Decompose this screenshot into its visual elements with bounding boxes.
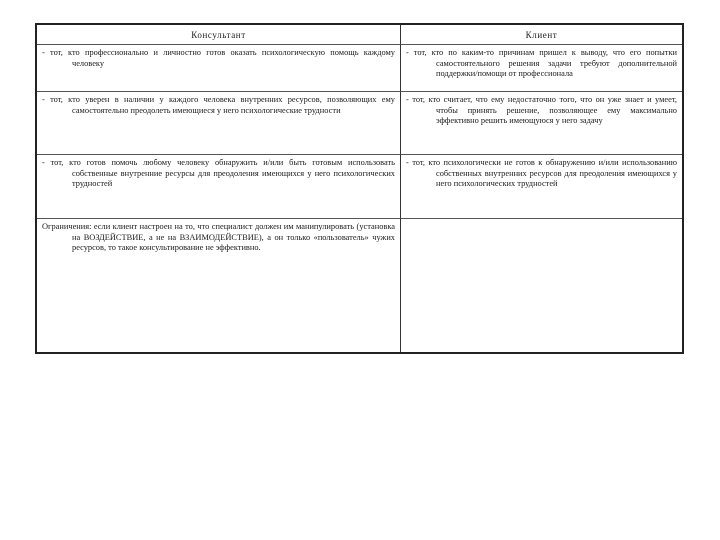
client-text-1: - тот, кто по каким-то причинам пришел к выводу, что его попытки самостоятельного решения задачи требуют дополнительной поддержки/помощи от профессионала	[406, 48, 677, 79]
empty-client-cell	[401, 219, 682, 352]
client-cell-3	[401, 155, 682, 219]
header-consultant: Консультант	[37, 25, 401, 45]
consultant-text-1: - тот, кто профессионально и личностно готов оказать психологическую помощь каждому человеку	[42, 48, 395, 68]
consultant-text-3: - тот, кто готов помочь любому человеку обнаружить и/или быть готовым использовать собственные внутренние ресурсы для преодоления имеющихся у него психологических трудностей	[42, 158, 395, 189]
client-text-3: - тот, кто психологически не готов к обнаружению и/или использованию собственных внутренних ресурсов для преодоления имеющихся у него психологических трудностей	[406, 158, 677, 189]
consultant-cell-1	[37, 45, 401, 92]
consultant-text-2: - тот, кто уверен в наличии у каждого человека внутренних ресурсов, позволяющих ему самостоятельно преодолеть имеющиеся у него психологические трудности	[42, 95, 395, 115]
comparison-table	[35, 23, 684, 354]
consultant-cell-3	[37, 155, 401, 219]
header-client: Клиент	[401, 25, 682, 45]
limitations-text: Ограничения: если клиент настроен на то, что специалист должен им манипулировать (установка на ВОЗДЕЙСТВИЕ, а не на ВЗАИМОДЕЙСТВИЕ), а он только «пользователь» чужих ресурсов, то такое консультирование не эффективно.	[42, 222, 395, 253]
client-cell-1	[401, 45, 682, 92]
client-text-2: - тот, кто считает, что ему недостаточно того, что он уже знает и умеет, чтобы принять решение, позволяющее ему максимально эффективно решить имеющуюся у него задачу	[406, 95, 677, 126]
limitations-cell	[37, 219, 401, 352]
consultant-cell-2	[37, 92, 401, 155]
client-cell-2	[401, 92, 682, 155]
